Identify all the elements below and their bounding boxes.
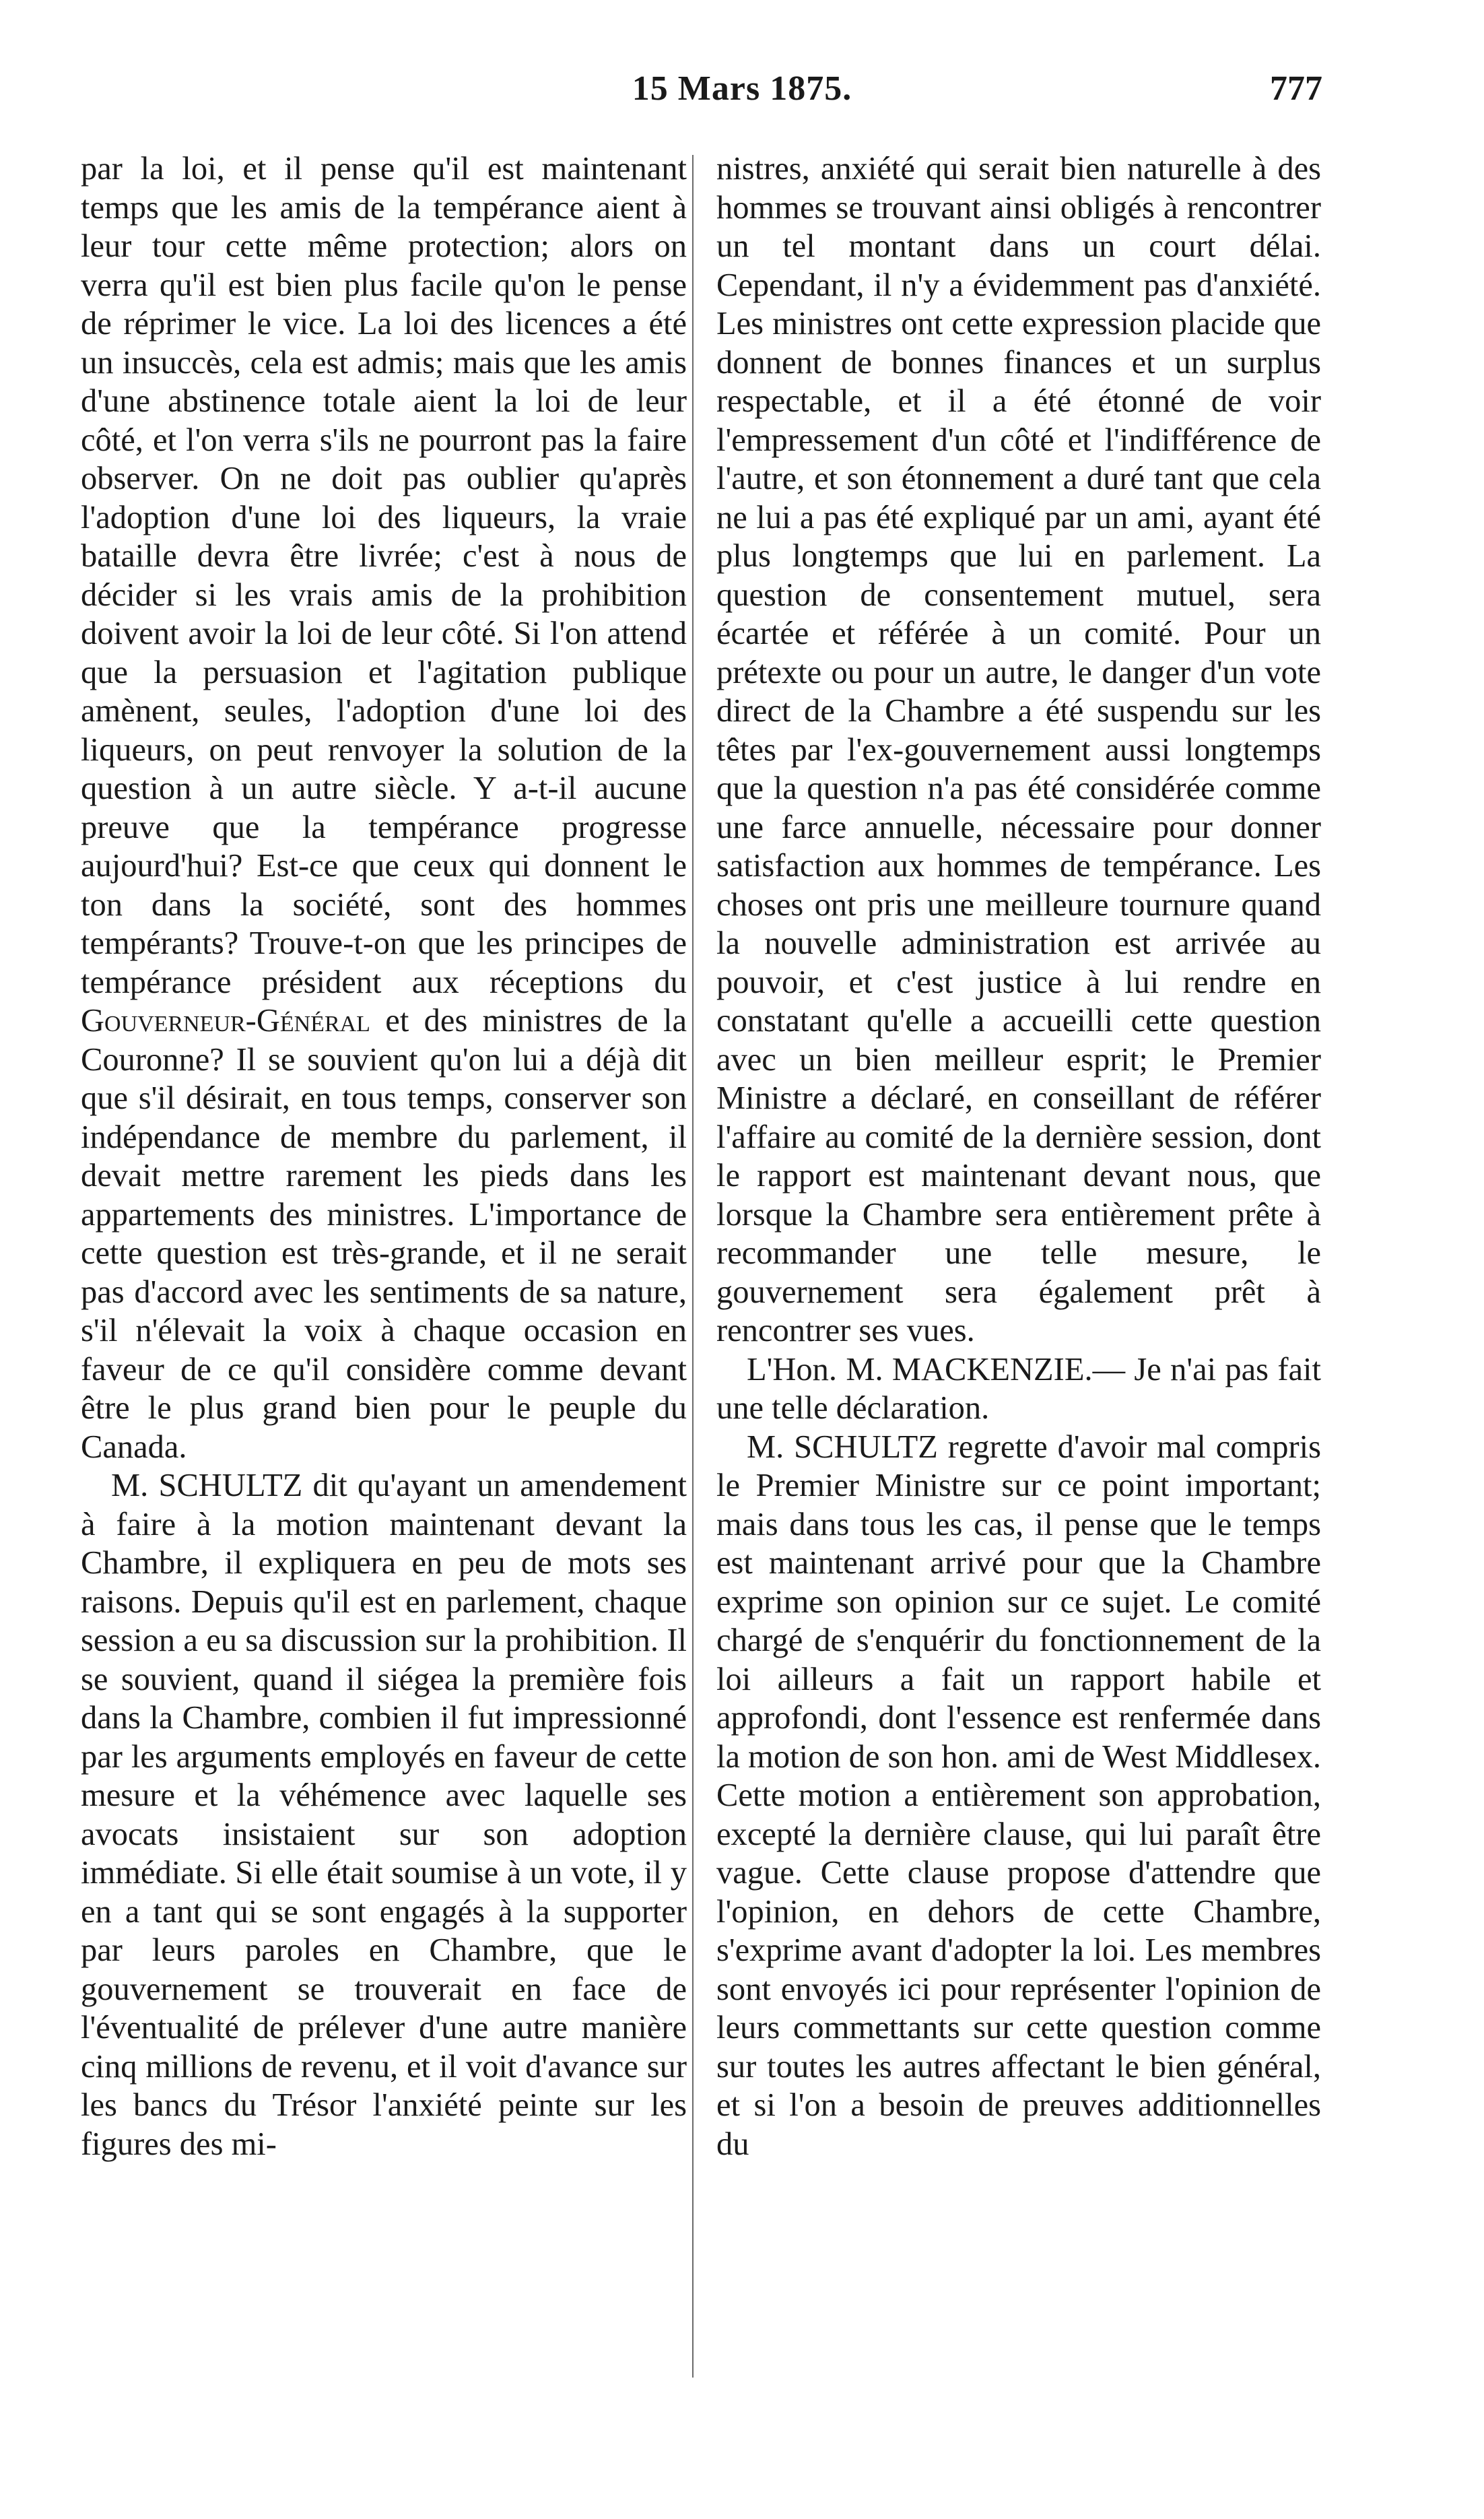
- paragraph-text: et des ministres de la Couronne? Il se souvient qu'on lui a déjà dit que s'il désirait, en tous temps, conserver son indépendance de membre du parlement, il devait mettre rarement les pieds dans les appartements des ministres. L'importance de cette question est très-grande, et il ne serait pas d'accord avec les sentiments de sa nature, s'il n'élevait la voix à chaque occasion en faveur de ce qu'il considère comme devant être le plus grand bien pour le peuple du Canada.: [81, 1003, 687, 1465]
- governor-general-title: Gouverneur-Général: [81, 1003, 370, 1039]
- paragraph-left-1: [81, 150, 687, 1466]
- paragraph-left-2: M. SCHULTZ dit qu'ayant un amendement à faire à la motion maintenant devant la Chambre, il expliquera en peu de mots ses raisons. Depuis qu'il est en parlement, chaque session a eu sa discussion sur la prohibition. Il se souvient, quand il siégea la première fois dans la Chambre, combien il fut impressionné par les arguments employés en faveur de cette mesure et la véhémence avec laquelle ses avocats insistaient sur son adoption immédiate. Si elle était soumise à un vote, il y en a tant qui se sont engagés à la supporter par leurs paroles en Chambre, que le gouvernement se trouverait en face de l'éventualité de prélever d'une autre manière cinq millions de revenu, et il voit d'avance sur les bancs du Trésor l'anxiété peinte sur les figures des mi-: [81, 1468, 687, 2162]
- page-number: 777: [1270, 69, 1322, 108]
- paragraph-text: par la loi, et il pense qu'il est maintenant temps que les amis de la tempérance aient à leur tour cette même protection; alors on verra qu'il est bien plus facile qu'on le pense de réprimer le vice. La loi des licences a été un insuccès, cela est admis; mais que les amis d'une abstinence totale aient la loi de leur côté, et l'on verra s'ils ne pourront pas la faire observer. On ne doit pas oublier qu'après l'adoption d'une loi des liqueurs, la vraie bataille devra être livrée; c'est à nous de décider si les vrais amis de la prohibition doivent avoir la loi de leur côté. Si l'on attend que la persuasion et l'agitation publique amènent, seules, l'adoption d'une loi des liqueurs, on peut renvoyer la solution de la question à un autre siècle. Y a-t-il aucune preuve que la tempérance progresse aujourd'hui? Est-ce que ceux qui donnent le ton dans la société, sont des hommes tempérants? Trouve-t-on que les principes de tempérance président aux réceptions du: [81, 151, 687, 1000]
- paragraph-right-2: L'Hon. M. MACKENZIE.— Je n'ai pas fait une telle déclaration.: [716, 1351, 1321, 1426]
- right-column: [716, 150, 1321, 2163]
- paragraph-right-1: nistres, anxiété qui serait bien naturelle à des hommes se trouvant ainsi obligés à rencontrer un tel montant dans un court délai. Cependant, il n'y a évidemment pas d'anxiété. Les ministres ont cette expression placide que donnent de bonnes finances et un surplus respectable, et il a été étonné de voir l'empressement d'un côté et l'indifférence de l'autre, et son étonnement a duré tant que cela ne lui a pas été expliqué par un ami, ayant été plus longtemps que lui en parlement. La question de consentement mutuel, sera écartée et référée à un comité. Pour un prétexte ou pour un autre, le danger d'un vote direct de la Chambre a été suspendu sur les têtes par l'ex-gouvernement aussi longtemps que la question n'a pas été considérée comme une farce annuelle, nécessaire pour donner satisfaction aux hommes de tempérance. Les choses ont pris une meilleure tournure quand la nouvelle administration est arrivée au pouvoir, et c'est justice à lui rendre en constatant qu'elle a accueilli cette question avec un bien meilleur esprit; le Premier Ministre a déclaré, en conseillant de référer l'affaire au comité de la dernière session, dont le rapport est maintenant devant nous, que lorsque la Chambre sera entièrement prête à recommander une telle mesure, le gouvernement sera également prêt à rencontrer ses vues.: [716, 151, 1321, 1348]
- column-divider: [692, 155, 694, 2378]
- paragraph-right-3: M. SCHULTZ regrette d'avoir mal compris le Premier Ministre sur ce point important; mais dans tous les cas, il pense que le temps est maintenant arrivé pour que la Chambre exprime son opinion sur ce sujet. Le comité chargé de s'enquérir du fonctionnement de la loi ailleurs a fait un rapport habile et approfondi, dont l'essence est renfermée dans la motion de son hon. ami de West Middlesex. Cette motion a entièrement son approbation, excepté la dernière clause, qui lui paraît être vague. Cette clause propose d'attendre que l'opinion, en dehors de cette Chambre, s'exprime avant d'adopter la loi. Les membres sont envoyés ici pour représenter l'opinion de leurs commettants sur cette question comme sur toutes les autres affectant le bien général, et si l'on a besoin de preuves additionnelles du: [716, 1429, 1321, 2162]
- page-header: [0, 69, 1484, 123]
- left-column: [81, 150, 687, 2163]
- page-date: 15 Mars 1875.: [632, 69, 852, 108]
